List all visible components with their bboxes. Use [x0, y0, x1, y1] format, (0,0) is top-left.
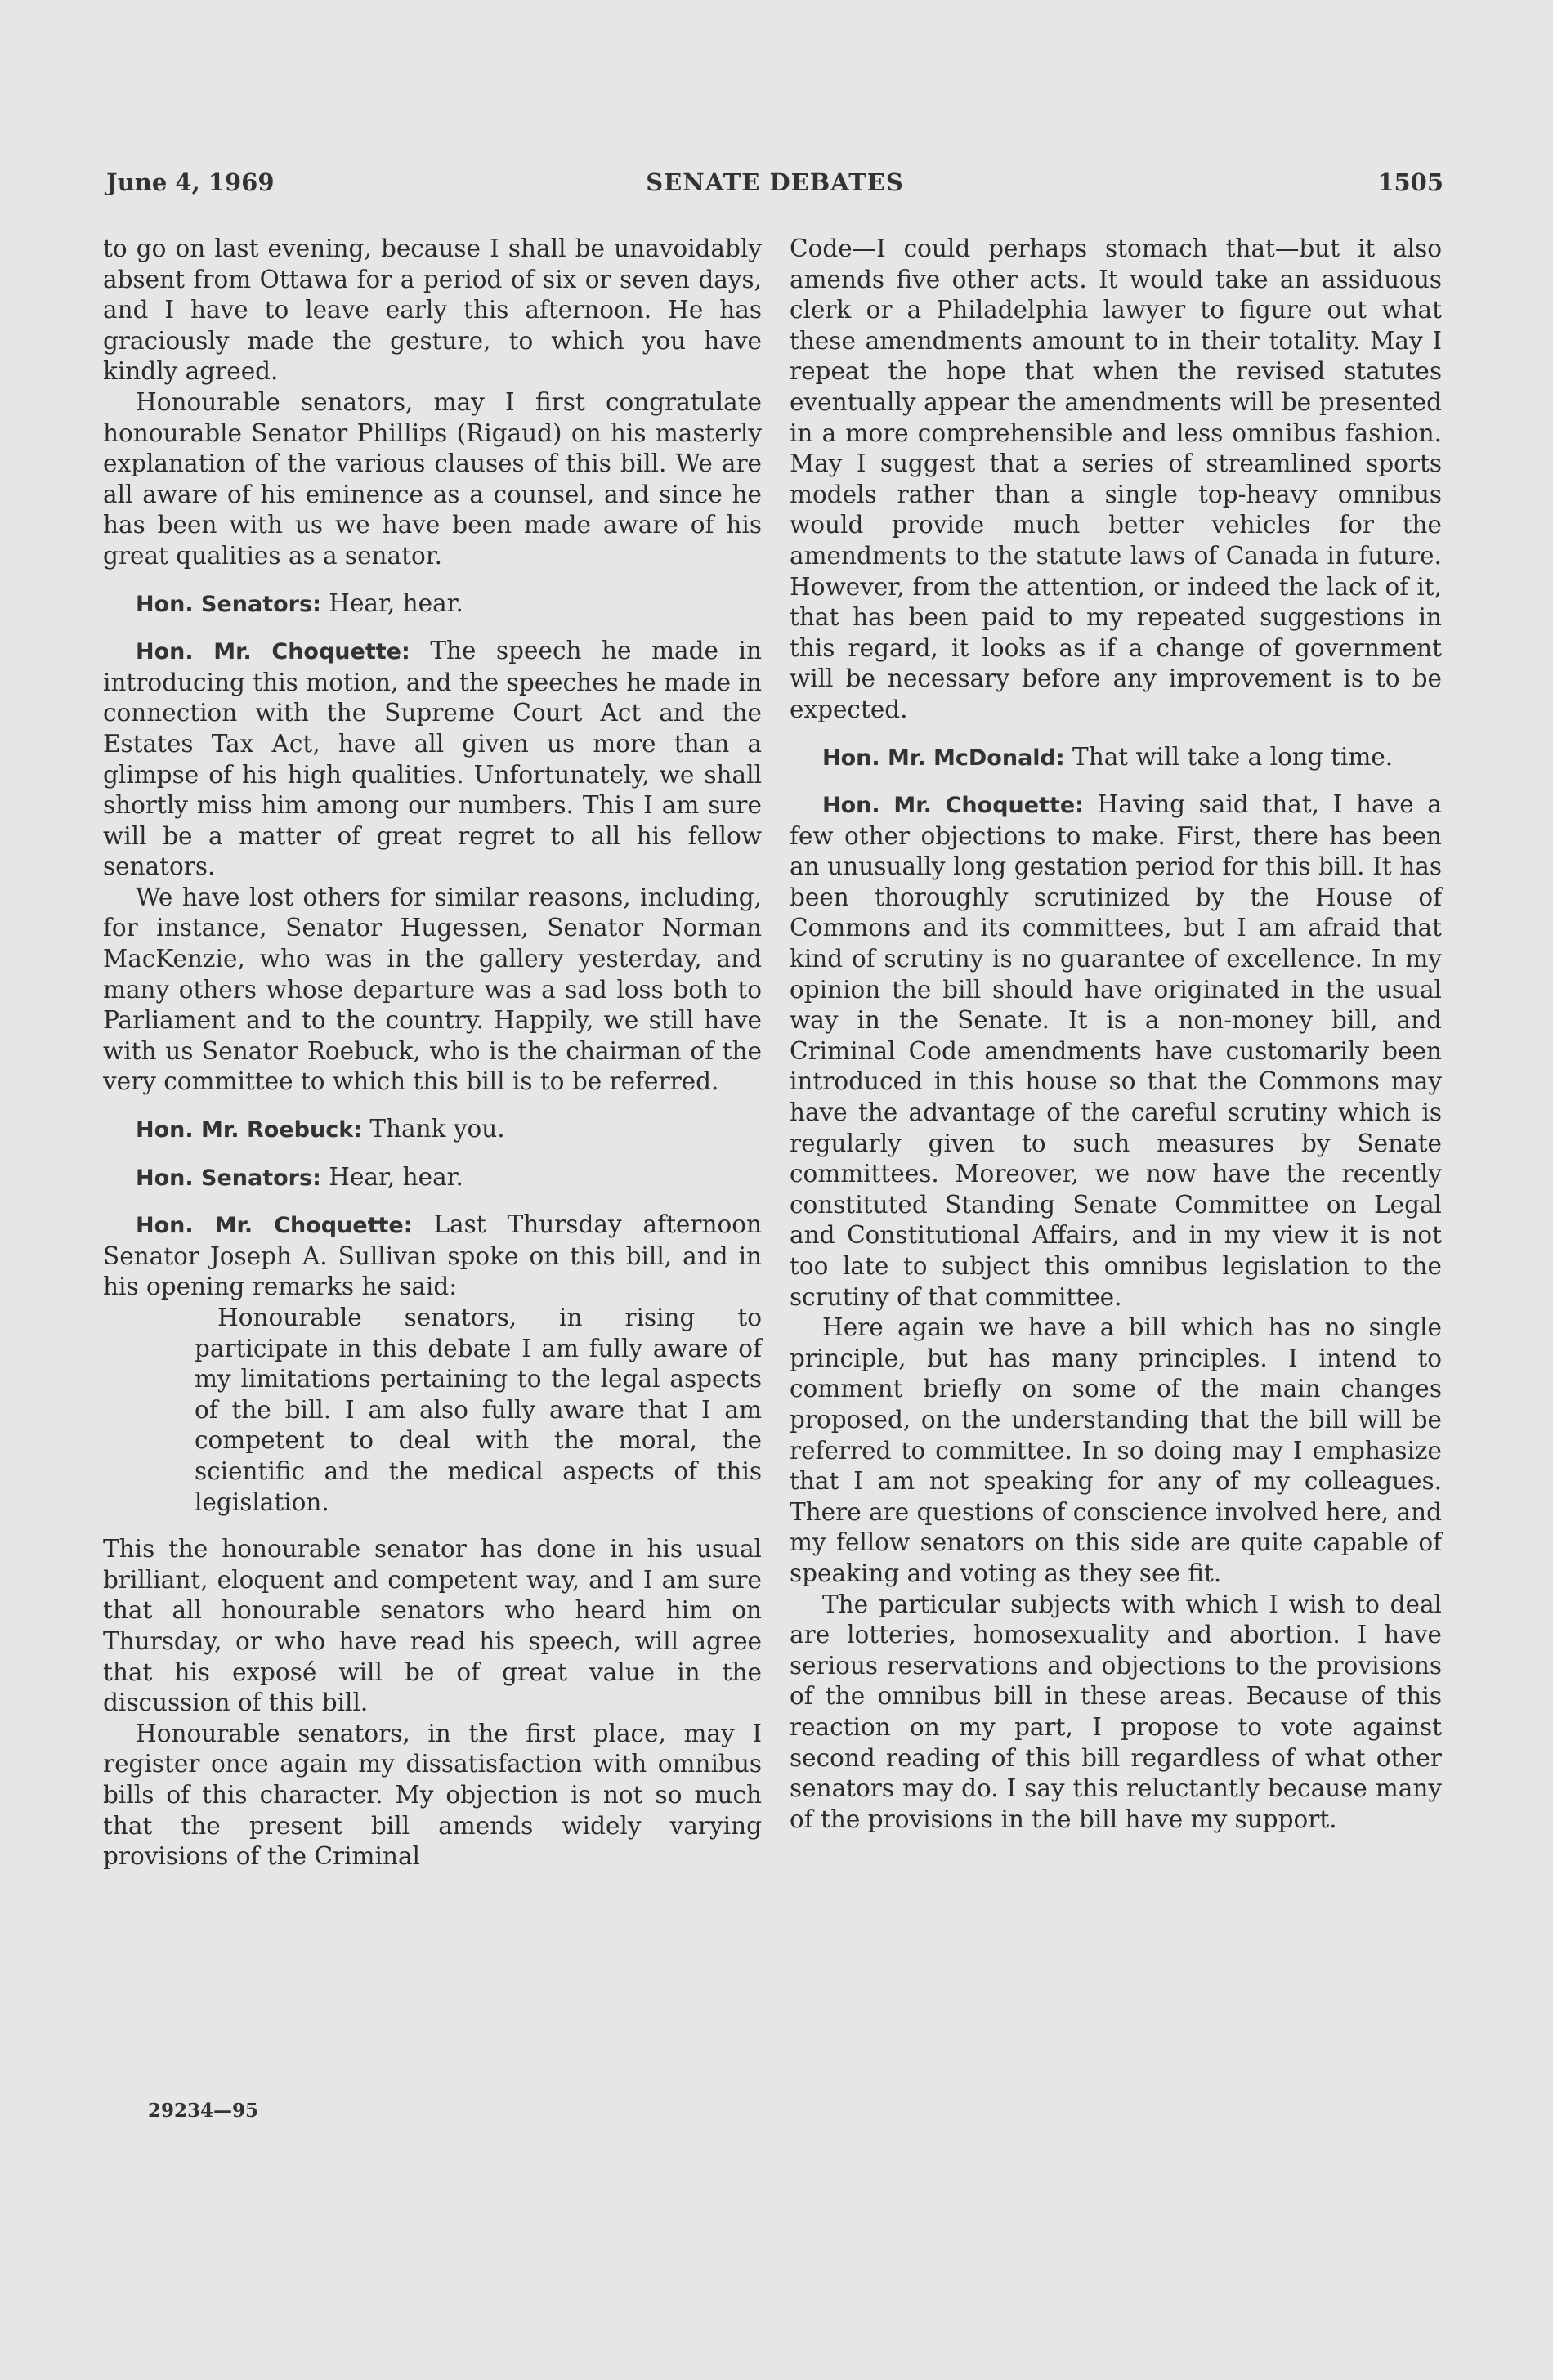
left-paragraph-5: Honourable senators, in the first place, may I register once again my dissatisfaction with omnibus bills of this character. My objection is not so much that the present bill amends widely varying provisions of the Criminal: [103, 1719, 762, 1871]
speaker-label: Hon. Mr. Choquette:: [136, 1213, 413, 1239]
left-paragraph-1: to go on last evening, because I shall be unavoidably absent from Ottawa for a period of six or seven days, and I have to leave early this afternoon. He has graciously made the gesture, to which you have kindly agreed.: [103, 235, 762, 386]
header-page-number: 1505: [1377, 168, 1443, 196]
speech-text: The speech he made in introducing this motion, and the speeches he made in connection with the Supreme Court Act and the Estates Tax Act, have all given us more than a glimpse of his high qualities. Unfortunately, we shall shortly miss him among our numbers. This I am sure will be a matter of great regret to all his fellow senators.: [103, 637, 762, 881]
right-column: [790, 234, 1442, 1835]
page-header: [106, 168, 1443, 204]
speech-text: Thank you.: [361, 1115, 505, 1143]
left-paragraph-4: This the honourable senator has done in his usual brilliant, eloquent and competent way, and I am sure that all honourable senators who heard him on Thursday, or who have read his speech, will agree that his exposé will be of great value in the discussion of this bill.: [103, 1535, 762, 1717]
speech-choquette-2: [103, 1210, 762, 1303]
right-paragraph-3: The particular subjects with which I wish to deal are lotteries, homosexuality and abortion. I have serious reservations and objections to the provisions of the omnibus bill in these areas. Because of this reaction on my part, I propose to vote against second reading of this bill regardless of what other senators may do. I say this reluctantly because many of the provisions in the bill have my support.: [790, 1590, 1442, 1833]
speech-text: That will take a long time.: [1064, 742, 1394, 771]
speech-text: Having said that, I have a few other objections to make. First, there has been an unusually long gestation period for this bill. It has been thoroughly scrutinized by the House of Commons and its committees, but I am afraid that kind of scrutiny is no guarantee of excellence. In my opinion the bill should have originated in the usual way in the Senate. It is a non-money bill, and Criminal Code amendments have customarily been introduced in this house so that the Commons may have the advantage of the careful scrutiny which is regularly given to such measures by Senate committees. Moreover, we now have the recently constituted Standing Senate Committee on Legal and Constitutional Affairs, and in my view it is not too late to subject this omnibus legislation to the scrutiny of that committee.: [790, 790, 1442, 1311]
speaker-label: Hon. Senators:: [136, 1165, 321, 1191]
block-quote: Honourable senators, in rising to participate in this debate I am fully aware of my limitations pertaining to the legal aspects of the bill. I am also fully aware that I am competent to deal with the moral, the scientific and the medical aspects of this legislation.: [195, 1304, 762, 1516]
left-paragraph-3: We have lost others for similar reasons, including, for instance, Senator Hugessen, Senator Norman MacKenzie, who was in the gallery yesterday, and many others whose departure was a sad loss both to Parliament and to the country. Happily, we still have with us Senator Roebuck, who is the chairman of the very committee to which this bill is to be referred.: [103, 883, 762, 1096]
speech-mcdonald: [790, 742, 1442, 774]
right-paragraph-1: Code—I could perhaps stomach that—but it also amends five other acts. It would take an assiduous clerk or a Philadelphia lawyer to figure out what these amendments amount to in their totality. May I repeat the hope that when the revised statutes eventually appear the amendments will be presented in a more comprehensible and less omnibus fashion. May I suggest that a series of streamlined sports models rather than a single top-heavy omnibus would provide much better vehicles for the amendments to the statute laws of Canada in future. However, from the attention, or indeed the lack of it, that has been paid to my repeated suggestions in this regard, it looks as if a change of government will be necessary before any improvement is to be expected.: [790, 235, 1442, 723]
speaker-label: Hon. Mr. Choquette:: [136, 639, 410, 665]
speaker-label: Hon. Mr. Choquette:: [822, 793, 1084, 819]
speaker-label: Hon. Senators:: [136, 591, 321, 617]
footer-code: 29234—95: [148, 2100, 259, 2122]
speech-text: Last Thursday afternoon Senator Joseph A. Sullivan spoke on this bill, and in his opening remarks he said:: [103, 1210, 762, 1301]
left-paragraph-2: Honourable senators, may I first congratulate honourable Senator Phillips (Rigaud) on his masterly explanation of the various clauses of this bill. We are all aware of his eminence as a counsel, and since he has been with us we have been made aware of his great qualities as a senator.: [103, 387, 762, 570]
speech-choquette-1: [103, 636, 762, 883]
left-column: [103, 234, 762, 1872]
right-paragraph-2: Here again we have a bill which has no single principle, but has many principles. I intend to comment briefly on some of the main changes proposed, on the understanding that the bill will be referred to committee. In so doing may I emphasize that I am not speaking for any of my colleagues. There are questions of conscience involved here, and my fellow senators on this side are quite capable of speaking and voting as they see fit.: [790, 1313, 1442, 1587]
speech-roebuck: [103, 1114, 762, 1146]
speech-senators-1: [103, 588, 762, 620]
speech-senators-2: [103, 1162, 762, 1194]
speech-text: Hear, hear.: [320, 588, 463, 617]
speech-choquette-3: [790, 790, 1442, 1313]
speaker-label: Hon. Mr. McDonald:: [822, 745, 1065, 771]
speaker-label: Hon. Mr. Roebuck:: [136, 1117, 362, 1143]
header-date: June 4, 1969: [106, 168, 275, 196]
header-title: SENATE DEBATES: [646, 168, 904, 196]
speech-text: Hear, hear.: [320, 1162, 463, 1191]
